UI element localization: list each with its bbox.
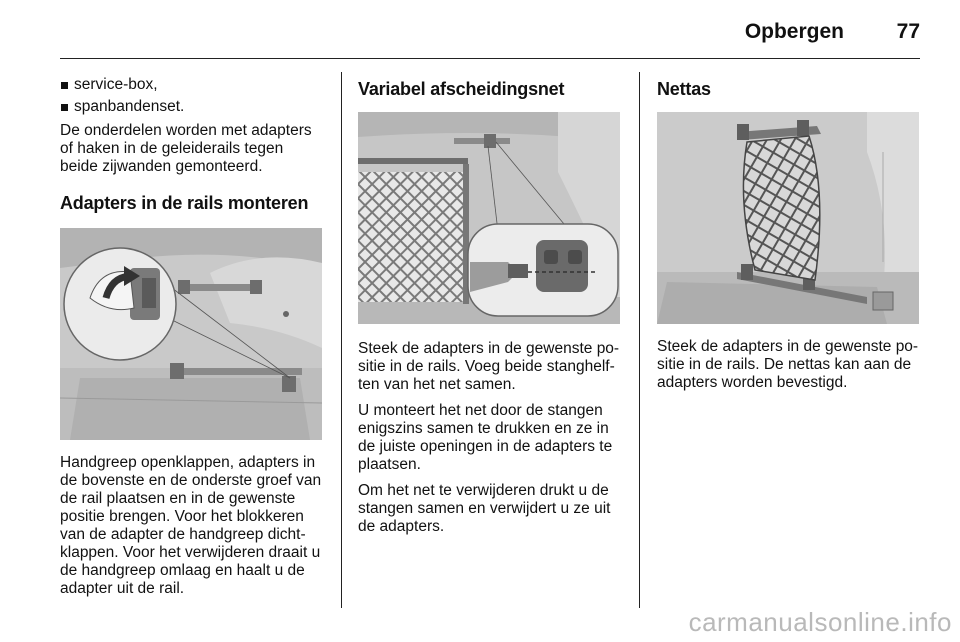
adapter-rail-illustration	[60, 228, 322, 440]
net-bag-image	[657, 112, 919, 324]
page-title: Opbergen	[744, 20, 844, 43]
net-paragraph-3: Om het net te verwijderen drukt u de stangen samen en verwijdert u ze uit de adapters.	[358, 482, 611, 535]
bullet-list	[60, 74, 324, 118]
column-divider-2	[639, 72, 640, 608]
column-divider-1	[341, 72, 342, 608]
watermark: carmanualsonline.info	[688, 607, 952, 637]
net-bag-illustration	[657, 112, 919, 324]
section-heading-net: Variabel afscheidingsnet	[358, 79, 565, 99]
nettas-caption: Steek de adapters in de gewenste po-sitie in de rails. De nettas kan aan de adapters worden bevestigd.	[657, 338, 919, 391]
intro-text: De onderdelen worden met adapters of haken in de geleiderails tegen beide zijwanden gemonteerd.	[60, 122, 312, 175]
bullet-square-icon	[61, 104, 68, 111]
list-item: spanbandenset.	[60, 96, 324, 118]
page-number: 77	[896, 20, 920, 43]
net-paragraph-2: U monteert het net door de stangen enigszins samen te drukken en ze in de juiste openingen in de adapters te plaatsen.	[358, 402, 613, 473]
list-item: service-box,	[60, 74, 324, 96]
column-3	[657, 72, 921, 392]
separation-net-illustration	[358, 112, 620, 324]
adapter-caption: Handgreep openklappen, adapters in de bovenste en de onderste groef van de rail plaatsen en in de gewenste positie brengen. Voor het blokkeren van de adapter de handgreep dicht-klappen. Voor het verwijderen draait u de handgreep omlaag en haalt u de adapter uit de rail.	[60, 454, 322, 597]
separation-net-image	[358, 112, 620, 324]
adapter-rail-image	[60, 228, 322, 440]
bullet-square-icon	[61, 82, 68, 89]
header-rule	[60, 58, 920, 59]
column-1	[60, 72, 324, 598]
section-heading-nettas: Nettas	[657, 79, 711, 99]
section-heading-adapters: Adapters in de rails monteren	[60, 193, 309, 213]
column-2	[358, 72, 622, 536]
page-header	[60, 0, 920, 62]
net-paragraph-1: Steek de adapters in de gewenste po-sitie in de rails. Voeg beide stanghelf-ten van het net samen.	[358, 340, 620, 393]
